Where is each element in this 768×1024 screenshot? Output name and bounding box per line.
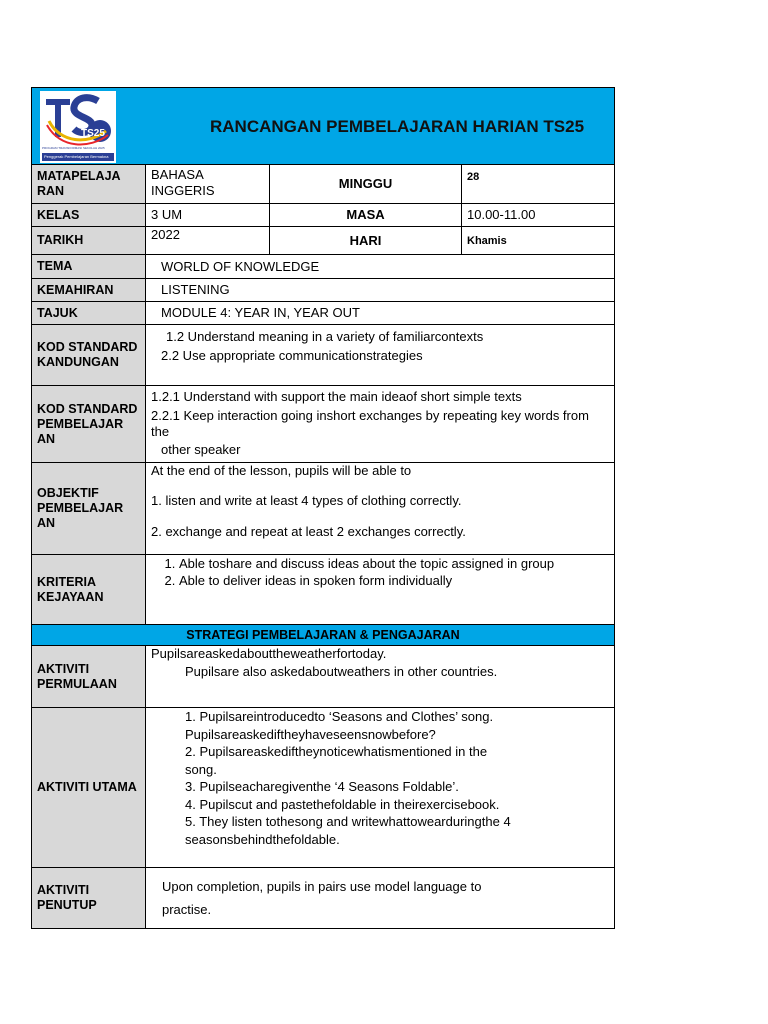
subject-label: MATAPELAJA RAN — [32, 165, 146, 204]
criteria-item-1: 1. Able toshare and discuss ideas about the topic assigned in group — [179, 555, 609, 572]
main-line-5: 3. Pupilseacharegiventhe ‘4 Seasons Foldable’. — [185, 779, 459, 794]
logo-caption: PROGRAM TRANSFORMASI SEKOLAH 2025 — [42, 146, 105, 150]
class-value: 3 UM — [146, 204, 270, 227]
topic-row — [32, 302, 615, 325]
main-activity-row — [32, 708, 615, 868]
learning-standard-value — [146, 386, 615, 463]
date-value: 2022 — [146, 227, 270, 255]
main-line-7: 5. They listen tothesong and writewhattowearduringthe 4 — [185, 814, 511, 829]
closing-line-2: practise. — [162, 902, 212, 917]
criteria-value — [146, 555, 615, 625]
header-banner — [32, 88, 615, 165]
class-label: KELAS — [32, 204, 146, 227]
main-line-6: 4. Pupilscut and pastethefoldable in theirexercisebook. — [185, 796, 500, 812]
week-label: MINGGU — [270, 165, 462, 204]
day-label: HARI — [270, 227, 462, 255]
learning-standard-row — [32, 386, 615, 463]
theme-value: WORLD OF KNOWLEDGE — [146, 255, 615, 279]
learning-standard-line-1: 1.2.1 Understand with support the main ideaof short simple texts — [151, 389, 522, 404]
criteria-list — [151, 555, 609, 589]
objective-item-1: 1. listen and write at least 4 types of clothing correctly. — [151, 493, 462, 508]
opening-activity-label: AKTIVITI PERMULAAN — [32, 646, 146, 708]
main-line-8: seasonsbehindthefoldable. — [185, 831, 340, 847]
time-value: 10.00-11.00 — [462, 204, 615, 227]
closing-activity-label: AKTIVITI PENUTUP — [32, 868, 146, 929]
main-line-2: Pupilsareaskediftheyhaveseensnowbefore? — [185, 726, 436, 742]
header-row — [32, 88, 615, 165]
criteria-row — [32, 555, 615, 625]
main-activity-value — [146, 708, 615, 868]
subject-value: BAHASA INGGERIS — [146, 165, 270, 204]
main-activity-label: AKTIVITI UTAMA — [32, 708, 146, 868]
closing-activity-value — [146, 868, 615, 929]
content-standard-row — [32, 325, 615, 386]
time-label: MASA — [270, 204, 462, 227]
subject-row — [32, 165, 615, 204]
ts25-logo — [40, 91, 116, 163]
objective-value — [146, 463, 615, 555]
opening-activity-row — [32, 646, 615, 708]
objective-row — [32, 463, 615, 555]
topic-value: MODULE 4: YEAR IN, YEAR OUT — [146, 302, 615, 325]
page-title: RANCANGAN PEMBELAJARAN HARIAN TS25 — [210, 117, 585, 136]
objective-item-2: 2. exchange and repeat at least 2 exchanges correctly. — [151, 524, 466, 539]
closing-activity-row — [32, 868, 615, 929]
strategy-heading-row — [32, 625, 615, 646]
date-row — [32, 227, 615, 255]
learning-standard-line-3: other speaker — [161, 442, 241, 457]
main-line-3: 2. Pupilsareaskediftheynoticewhatismentioned in the — [185, 744, 488, 759]
objective-label: OBJEKTIF PEMBELAJAR AN — [32, 463, 146, 555]
date-label: TARIKH — [32, 227, 146, 255]
criteria-label: KRITERIA KEJAYAAN — [32, 555, 146, 625]
opening-activity-value — [146, 646, 615, 708]
lesson-plan-sheet — [31, 87, 614, 929]
lesson-plan-table — [31, 87, 615, 929]
theme-row — [32, 255, 615, 279]
learning-standard-line-2: 2.2.1 Keep interaction going inshort exchanges by repeating key words from the — [151, 408, 589, 439]
class-row — [32, 204, 615, 227]
main-line-1: 1. Pupilsareintroducedto ‘Seasons and Clothes’ song. — [185, 709, 494, 724]
day-value: Khamis — [462, 227, 615, 255]
logo-tagline: Penggerak Pembelajaran Bermakna — [44, 154, 109, 159]
content-standard-line-1: 1.2 Understand meaning in a variety of familiarcontexts — [166, 329, 484, 344]
skill-label: KEMAHIRAN — [32, 279, 146, 302]
closing-line-1: Upon completion, pupils in pairs use model language to — [162, 879, 482, 894]
skill-row — [32, 279, 615, 302]
content-standard-value — [146, 325, 615, 386]
main-line-4: song. — [185, 761, 217, 777]
strategy-heading: STRATEGI PEMBELAJARAN & PENGAJARAN — [32, 625, 615, 646]
week-value: 28 — [462, 165, 615, 204]
criteria-item-2: 2. Able to deliver ideas in spoken form individually — [179, 572, 609, 589]
opening-line-2: Pupilsare also askedaboutweathers in other countries. — [185, 664, 498, 679]
content-standard-label: KOD STANDARD KANDUNGAN — [32, 325, 146, 386]
learning-standard-label: KOD STANDARD PEMBELAJAR AN — [32, 386, 146, 463]
opening-line-1: Pupilsareaskedabouttheweatherfortoday. — [151, 646, 387, 661]
skill-value: LISTENING — [146, 279, 615, 302]
logo-number: TS25 — [81, 128, 105, 139]
topic-label: TAJUK — [32, 302, 146, 325]
objective-intro: At the end of the lesson, pupils will be able to — [151, 463, 412, 478]
theme-label: TEMA — [32, 255, 146, 279]
content-standard-line-2: 2.2 Use appropriate communicationstrategies — [161, 348, 423, 363]
